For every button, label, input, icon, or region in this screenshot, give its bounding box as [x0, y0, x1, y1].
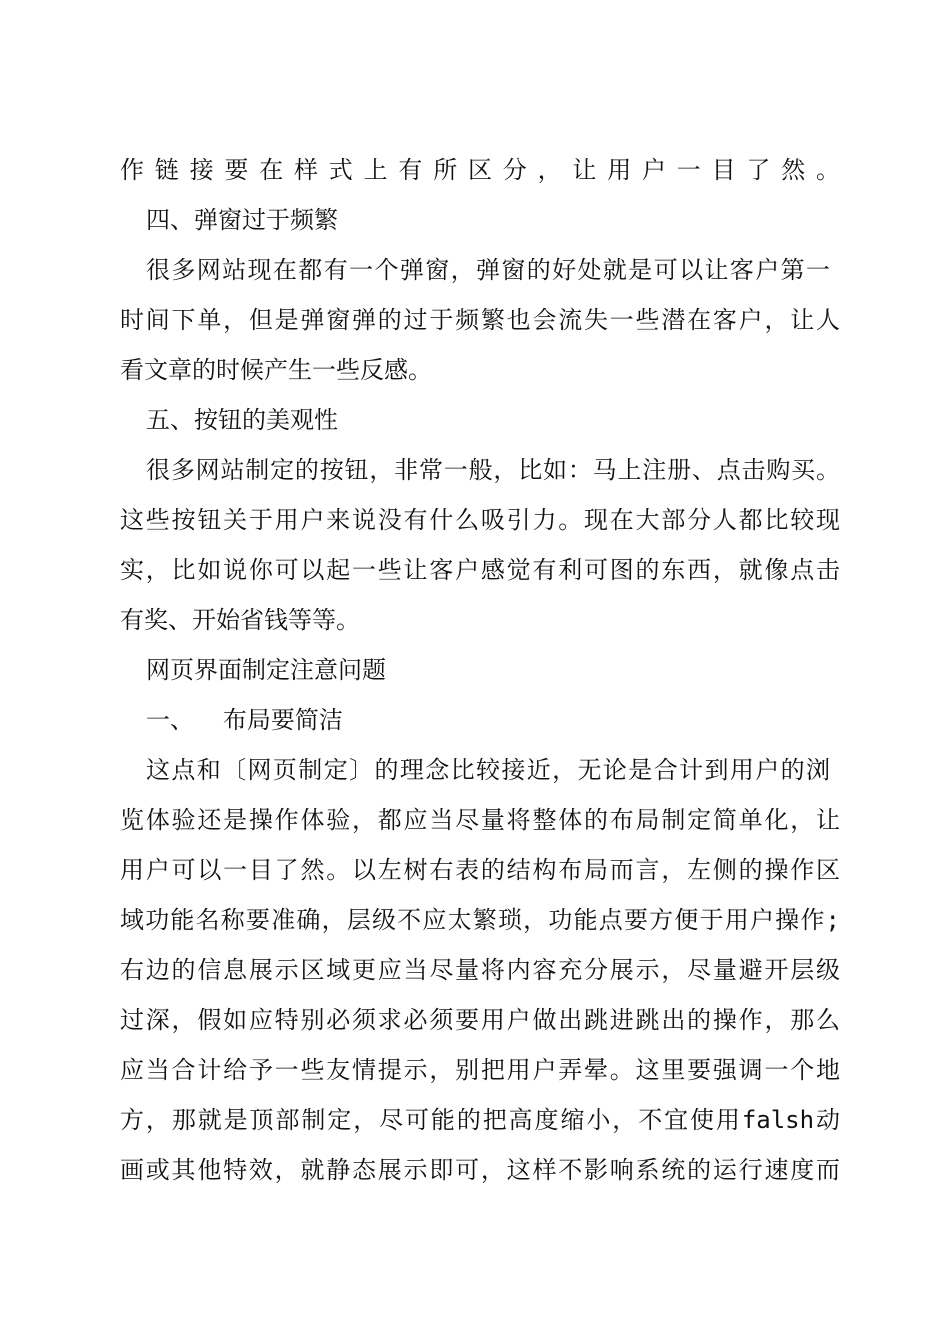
- body-text-line: 画或其他特效，就静态展示即可，这样不影响系统的运行速度而: [120, 1156, 840, 1184]
- body-text-line: 看文章的时候产生一些反感。: [120, 356, 432, 384]
- body-text-line: 作链接要在样式上有所区分，让用户一目了然。: [120, 156, 840, 184]
- body-text-line: 右边的信息展示区域更应当尽量将内容充分展示，尽量避开层级: [120, 956, 840, 984]
- paragraph-first-line: 很多网站现在都有一个弹窗，弹窗的好处就是可以让客户第一: [146, 256, 830, 284]
- section-heading-5: 五、按钮的美观性: [146, 406, 338, 434]
- paragraph-first-line: 这点和〔网页制定〕的理念比较接近，无论是合计到用户的浏: [146, 756, 830, 784]
- body-text-line: 用户可以一目了然。以左树右表的结构布局而言，左侧的操作区: [120, 856, 840, 884]
- body-text-line: 有奖、开始省钱等等。: [120, 606, 360, 634]
- section-heading-1: 一、 布局要简洁: [146, 706, 343, 734]
- body-text-line: 过深，假如应特别必须求必须要用户做出跳进跳出的操作，那么: [120, 1006, 840, 1034]
- body-text-line: 实，比如说你可以起一些让客户感觉有利可图的东西，就像点击: [120, 556, 840, 584]
- body-text-line: 时间下单，但是弹窗弹的过于频繁也会流失一些潜在客户，让人: [120, 306, 840, 334]
- body-text-line: 这些按钮关于用户来说没有什么吸引力。现在大部分人都比较现: [120, 506, 840, 534]
- section-title: 网页界面制定注意问题: [146, 656, 386, 684]
- body-text-line: 应当合计给予一些友情提示，别把用户弄晕。这里要强调一个地: [120, 1056, 840, 1084]
- body-text-line: 域功能名称要准确，层级不应太繁琐，功能点要方便于用户操作;: [120, 906, 840, 934]
- section-heading-4: 四、弹窗过于频繁: [146, 206, 338, 234]
- body-text-line: 览体验还是操作体验，都应当尽量将整体的布局制定简单化，让: [120, 806, 840, 834]
- body-text-line: 方，那就是顶部制定，尽可能的把高度缩小，不宜使用falsh动: [120, 1106, 840, 1134]
- paragraph-first-line: 很多网站制定的按钮，非常一般，比如：马上注册、点击购买。: [146, 456, 840, 484]
